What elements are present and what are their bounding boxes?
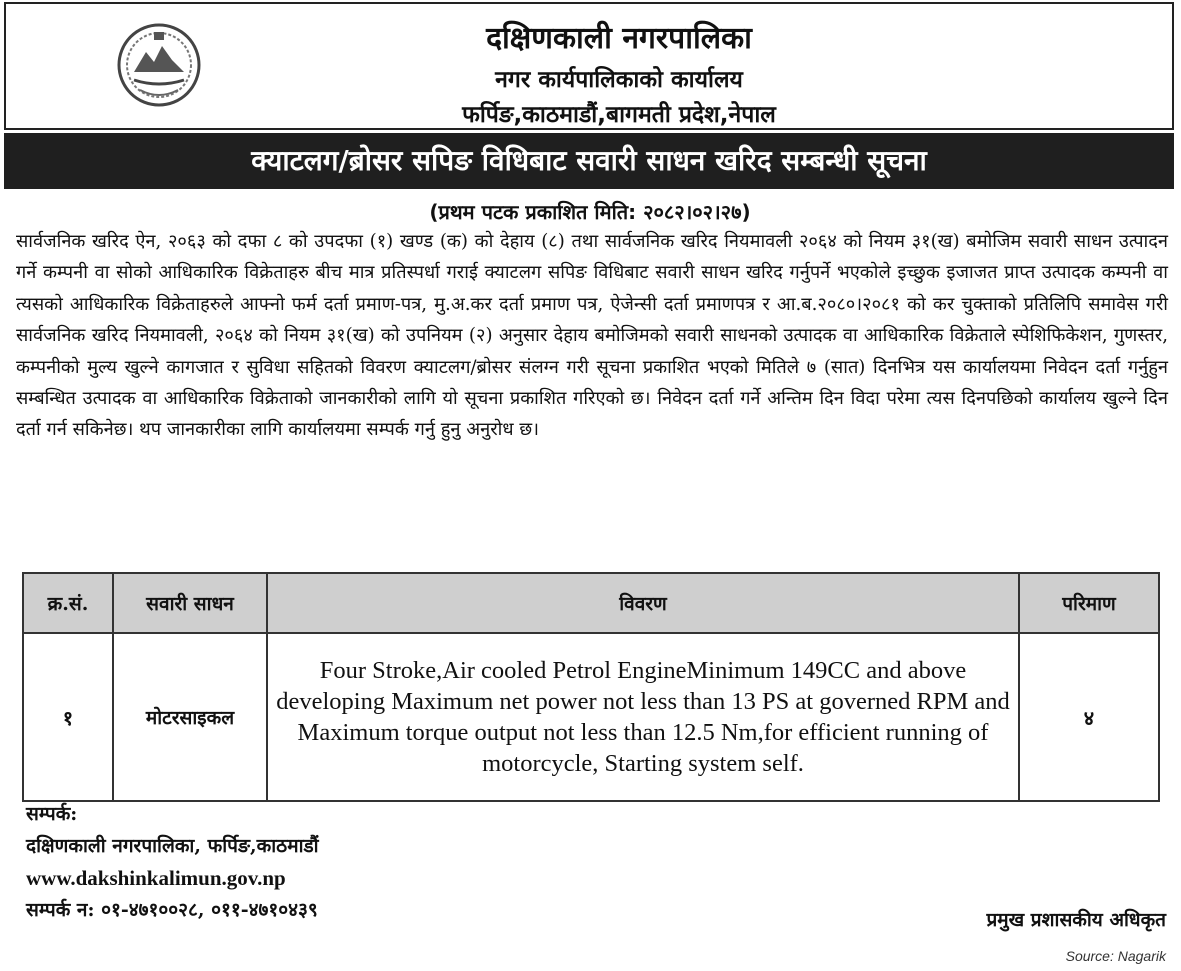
contact-block [26,798,319,926]
contact-org: दक्षिणकाली नगरपालिका, फर्पिङ,काठमाडौं [26,835,319,857]
notice-page [4,2,1176,967]
contact-website: www.dakshinkalimun.gov.np [26,866,286,890]
publication-date: (प्रथम पटक प्रकाशित मिति: २०८२।०२।२७) [429,200,751,224]
notice-title: क्याटलग/ब्रोसर सपिङ विधिबाट सवारी साधन खरिद सम्बन्धी सूचना [4,133,1174,189]
table-row [23,633,1159,801]
header-sn: क्र.सं. [23,573,113,633]
contact-label: सम्पर्क: [26,803,78,825]
source-credit: Source: Nagarik [1065,948,1166,964]
row-sn: १ [23,633,113,801]
header-box [4,2,1174,130]
row-description: Four Stroke,Air cooled Petrol EngineMinimum 149CC and above developing Maximum net power not less than 13 PS at governed RPM and Maximum torque output not less than 12.5 Nm,for efficient running of motorcycle, Starting system self. [267,633,1019,801]
org-name: दक्षिणकाली नगरपालिका [486,21,752,56]
row-vehicle: मोटरसाइकल [113,633,267,801]
office-address: फर्पिङ,काठमाडौं,बागमती प्रदेश,नेपाल [462,102,776,128]
header-quantity: परिमाण [1019,573,1159,633]
notice-body: सार्वजनिक खरिद ऐन, २०६३ को दफा ८ को उपदफा (१) खण्ड (क) को देहाय (८) तथा सार्वजनिक खरिद नियमावली २०६४ को नियम ३१(ख) बमोजिम सवारी साधन उत्पादन गर्ने कम्पनी वा सोको आधिकारिक विक्रेताहरु बीच मात्र प्रतिस्पर्धा गराई क्याटलग सपिङ विधिबाट सवारी साधन खरिद गर्नुपर्ने भएकोले इच्छुक इजाजत प्राप्त उत्पादक कम्पनी वा त्यसको आधिकारिक विक्रेताहरुले आफ्नो फर्म दर्ता प्रमाण-पत्र, मु.अ.कर दर्ता प्रमाण पत्र, ऐजेन्सी दर्ता प्रमाणपत्र र आ.ब.२०८०।२०८१ को कर चुक्ताको प्रतिलिपि समावेस गरी सार्वजनिक खरिद नियमावली, २०६४ को नियम ३१(ख) को उपनियम (२) अनुसार देहाय बमोजिमको सवारी साधनको उत्पादक वा आधिकारिक विक्रेताले स्पेशिफिकेशन, गुणस्तर, कम्पनीको मुल्य खुल्ने कागजात र सुविधा सहितको विवरण क्याटलग/ब्रोसर संलग्न गरी सूचना प्रकाशित भएको मितिले ७ (सात) दिनभित्र यस कार्यालयमा निवेदन दर्ता गर्नुहुन सम्बन्धित उत्पादक वा आधिकारिक विक्रेताको जानकारीको लागि यो सूचना प्रकाशित गरिएको छ। निवेदन दर्ता गर्ने अन्तिम दिन विदा परेमा त्यस दिनपछिको कार्यालय खुल्ने दिन दर्ता गर्न सकिनेछ। थप जानकारीका लागि कार्यालयमा सम्पर्क गर्नु हुनु अनुरोध छ। [16,231,1168,441]
header-vehicle: सवारी साधन [113,573,267,633]
header-description: विवरण [267,573,1019,633]
office-name: नगर कार्यपालिकाको कार्यालय [495,67,743,93]
contact-phone: सम्पर्क न: ०१-४७१००२८, ०११-४७१०४३९ [26,899,318,921]
row-quantity: ४ [1019,633,1159,801]
signoff: प्रमुख प्रशासकीय अधिकृत [986,909,1166,931]
table-header-row [23,573,1159,633]
vehicle-table [22,572,1160,802]
